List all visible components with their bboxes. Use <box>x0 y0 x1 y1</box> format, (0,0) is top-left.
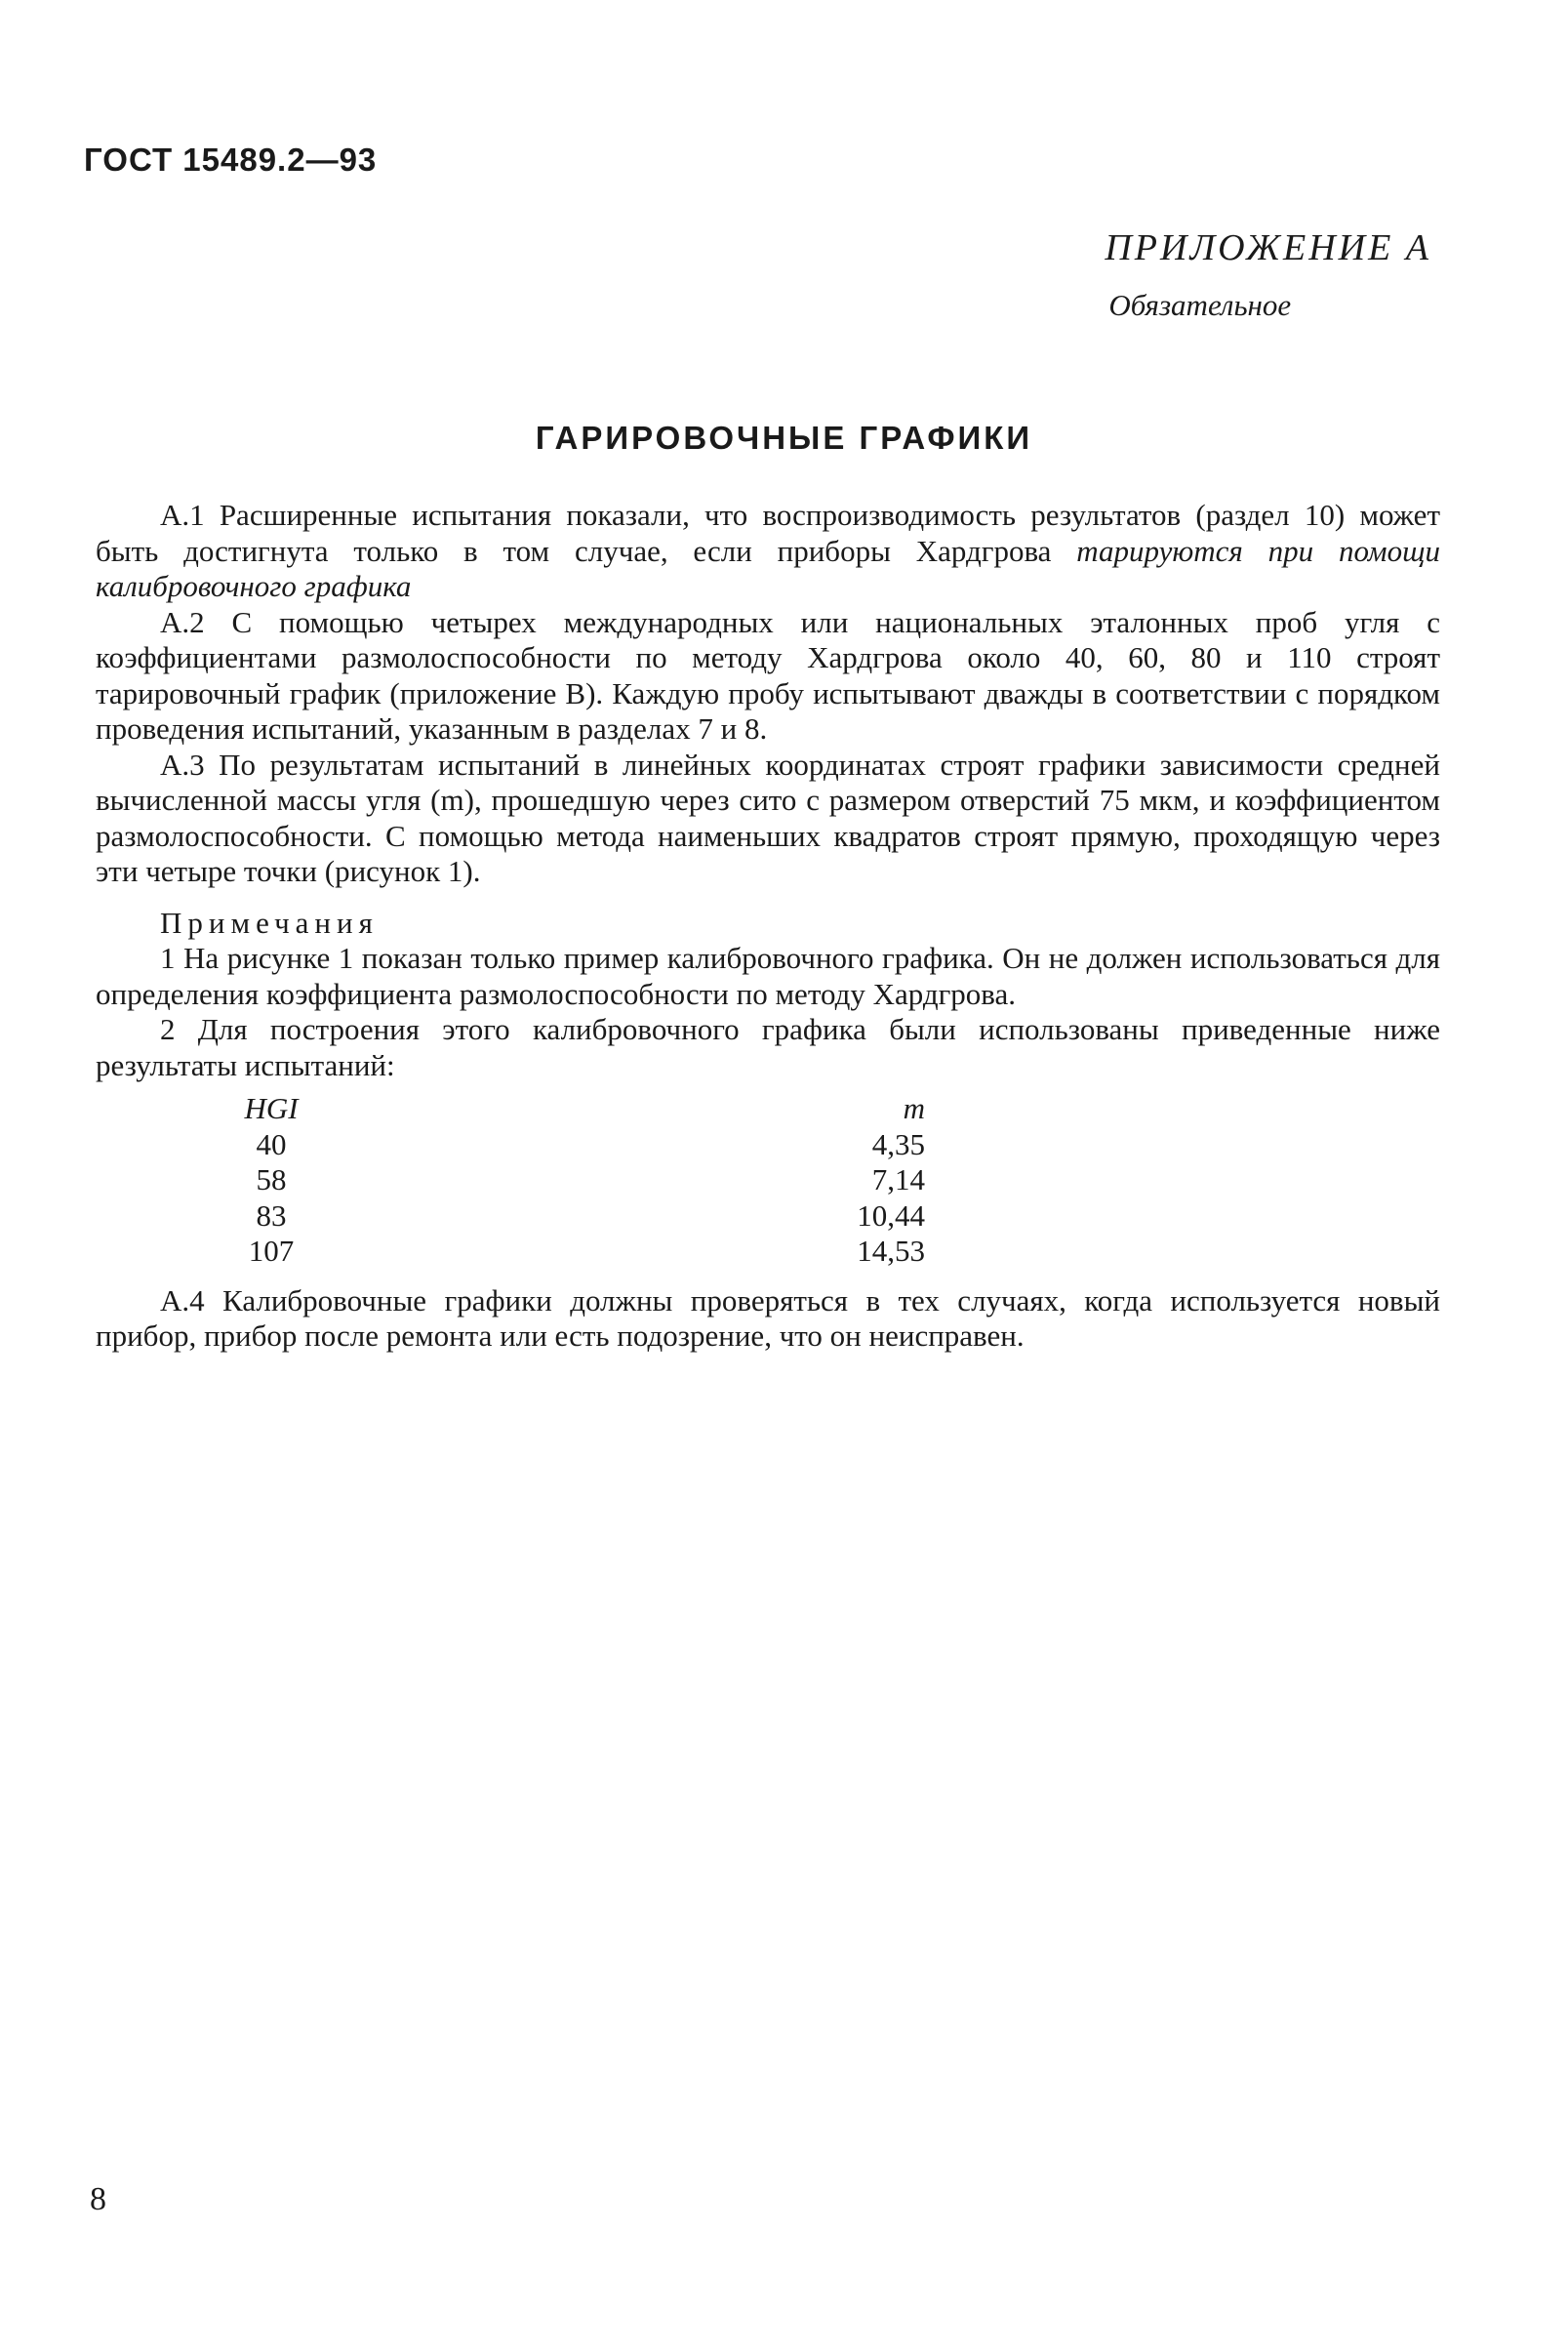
table-header-m: m <box>903 1091 925 1125</box>
table-row <box>213 1234 925 1270</box>
table-cell-hgi: 40 <box>256 1126 287 1161</box>
paragraph-a2: А.2 С помощью четырех международных или национальных эталонных проб угля с коэффициентами размолоспособности по методу Хардгрова около 40, 60, 80 и 110 строят тарировочный график (приложение В). Каждую пробу испытывают дважды в соответствии с порядком проведения испытаний, указанным в разделах 7 и 8. <box>96 604 1440 746</box>
table-cell-m: 7,14 <box>871 1162 925 1196</box>
note-2: 2 Для построения этого калибровочного графика были использованы приведенные ниже результаты испытаний: <box>96 1012 1440 1082</box>
paragraph-a1 <box>96 498 1440 605</box>
table-cell-hgi: 58 <box>256 1162 287 1196</box>
table-header-hgi: HGI <box>244 1091 299 1125</box>
body-text <box>96 498 1440 1355</box>
paragraph-a4: А.4 Калибровочные графики должны проверяться в тех случаях, когда используется новый прибор, прибор после ремонта или есть подозрение, что он неисправен. <box>96 1282 1440 1353</box>
table-row <box>213 1162 925 1198</box>
table-cell-hgi: 107 <box>248 1234 295 1268</box>
page-number: 8 <box>90 2181 106 2217</box>
table-cell-m: 4,35 <box>871 1126 925 1161</box>
table-row <box>213 1127 925 1163</box>
paragraph-a3: А.3 По результатам испытаний в линейных координатах строят графики зависимости средней вычисленной массы угля (m), прошедшую через сито с размером отверстий 75 мкм, и коэффициентом размолоспособности. С помощью метода наименьших квадратов строят прямую, проходящую через эти четыре точки (рисунок 1). <box>96 747 1440 888</box>
note-1: 1 На рисунке 1 показан только пример калибровочного графика. Он не должен использоваться для определения коэффициента размолоспособности по методу Хардгрова. <box>96 941 1440 1011</box>
section-title: ГАРИРОВОЧНЫЕ ГРАФИКИ <box>535 420 1033 456</box>
table-row <box>213 1198 925 1235</box>
paragraph-a1-italic: тарируются при помощи калибровочного графика <box>96 533 1440 603</box>
paragraph-a1-text: А.1 Расширенные испытания показали, что воспроизводимость результатов (раздел 10) может быть достигнута только в том случае, если приборы Хардгрова <box>96 498 1440 568</box>
appendix-title: ПРИЛОЖЕНИЕ А <box>1105 227 1431 268</box>
table-cell-m: 14,53 <box>857 1234 925 1268</box>
table-header-row <box>213 1091 925 1127</box>
notes-heading: Примечания <box>160 905 379 940</box>
appendix-subtitle: Обязательное <box>1108 288 1292 322</box>
results-table <box>213 1091 925 1270</box>
table-cell-m: 10,44 <box>857 1197 925 1233</box>
document-code: ГОСТ 15489.2—93 <box>84 142 378 178</box>
appendix-block <box>1105 224 1431 328</box>
table-cell-hgi: 83 <box>256 1197 287 1233</box>
